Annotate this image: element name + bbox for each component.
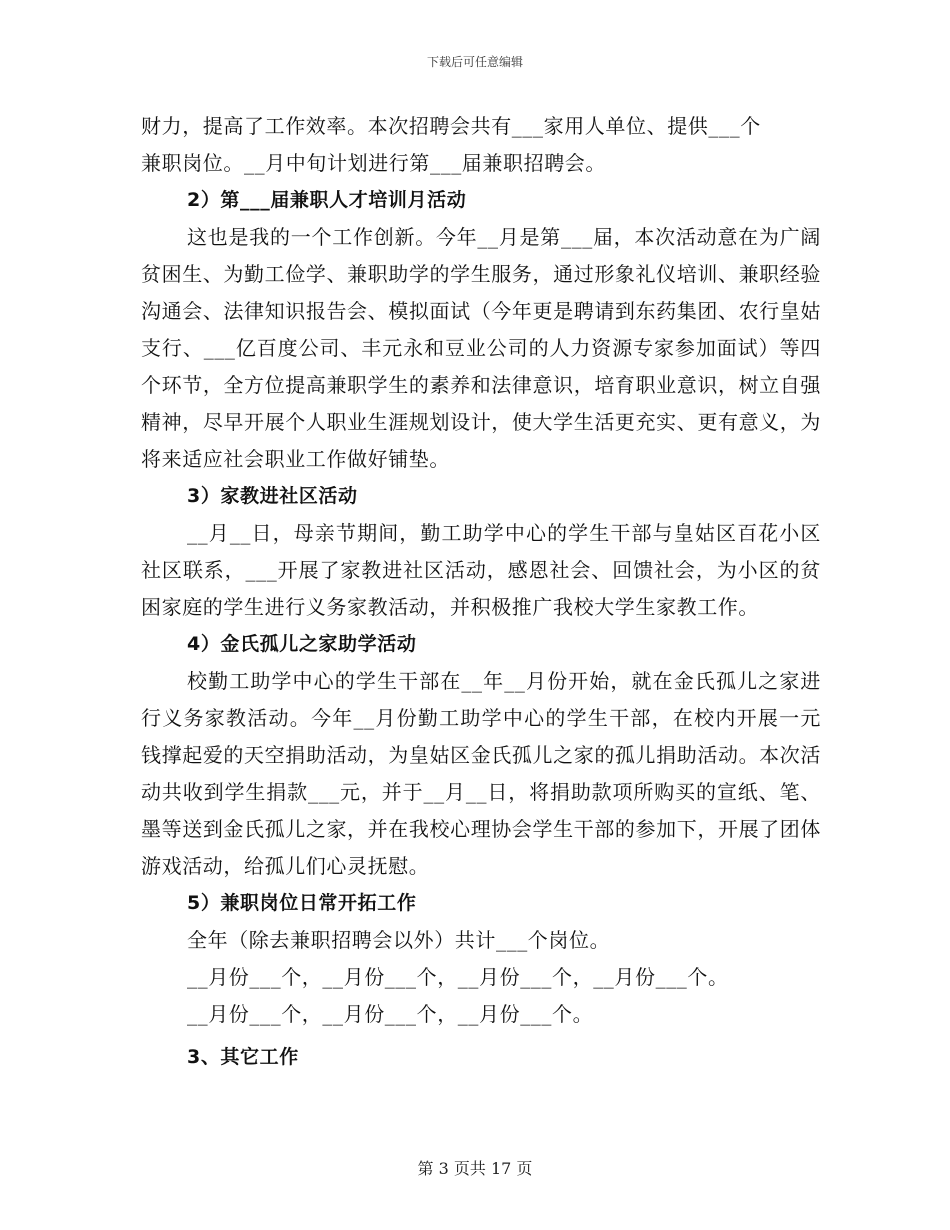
paragraph-line: 财力，提高了工作效率。本次招聘会共有___家用人单位、提供___个 (141, 114, 761, 138)
paragraph: __月份___个，__月份___个，__月份___个，__月份___个。 (187, 965, 729, 989)
page-header: 下载后可任意编辑 (426, 55, 523, 69)
section-heading: 3）家教进社区活动 (187, 485, 358, 507)
paragraph: __月份___个，__月份___个，__月份___个。 (187, 1002, 594, 1026)
section-heading: 2）第___届兼职人才培训月活动 (187, 189, 467, 211)
section-heading: 5）兼职岗位日常开拓工作 (187, 892, 417, 914)
paragraph: 全年（除去兼职招聘会以外）共计___个岗位。 (187, 928, 611, 952)
page-number: 第 3 页共 17 页 (417, 1159, 533, 1178)
document-body (141, 108, 821, 1076)
section-heading: 3、其它工作 (187, 1046, 299, 1068)
paragraph: 这也是我的一个工作创新。今年__月是第___届，本次活动意在为广阔贫困生、为勤工俭学、兼职助学的学生服务，通过形象礼仪培训、兼职经验沟通会、法律知识报告会、模拟面试（今年更是聘请到东药集团、农行皇姑支行、___亿百度公司、丰元永和豆业公司的人力资源专家参加面试）等四个环节，全方位提高兼职学生的素养和法律意识，培育职业意识，树立自强精神，尽早开展个人职业生涯规划设计，使大学生活更充实、更有意义，为将来适应社会职业工作做好铺垫。 (141, 225, 821, 471)
paragraph-line: 兼职岗位。__月中旬计划进行第___届兼职招聘会。 (141, 151, 606, 175)
paragraph: 校勤工助学中心的学生干部在__年__月份开始，就在金氏孤儿之家进行义务家教活动。今年__月份勤工助学中心的学生干部，在校内开展一元钱撑起爱的天空捐助活动，为皇姑区金氏孤儿之家的孤儿捐助活动。本次活动共收到学生捐款___元，并于__月__日，将捐助款项所购买的宣纸、笔、墨等送到金氏孤儿之家，并在我校心理协会学生干部的参加下，开展了团体游戏活动，给孤儿们心灵抚慰。 (141, 669, 821, 878)
section-heading: 4）金氏孤儿之家助学活动 (187, 633, 417, 655)
paragraph: __月__日，母亲节期间，勤工助学中心的学生干部与皇姑区百花小区社区联系，___开展了家教进社区活动，感恩社会、回馈社会，为小区的贫困家庭的学生进行义务家教活动，并积极推广我校大学生家教工作。 (141, 521, 821, 619)
